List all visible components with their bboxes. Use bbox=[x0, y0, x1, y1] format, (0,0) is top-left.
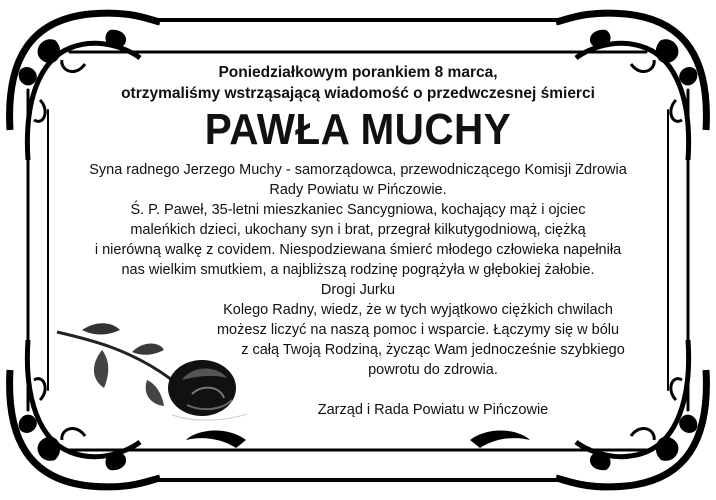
body-line: nas wielkim smutkiem, a najbliższą rodzinę pogrążyła w głębokiej żałobie. bbox=[121, 262, 595, 278]
condolence-line: powrotu do zdrowia. bbox=[368, 362, 498, 378]
notice-text bbox=[60, 62, 656, 420]
greeting: Drogi Jurku bbox=[320, 282, 396, 298]
body-line: maleńkich dzieci, ukochany syn i brat, przegrał kilkutygodniową, ciężką bbox=[130, 222, 586, 238]
condolence-line: z całą Twoją Rodziną, życząc Wam jednocześnie szybkiego bbox=[241, 342, 625, 358]
intro bbox=[60, 62, 656, 104]
body-line: i nierówną walkę z covidem. Niespodziewana śmierć młodego człowieka napełniła bbox=[94, 242, 622, 258]
notice-body bbox=[60, 160, 656, 380]
body-line: Rady Powiatu w Pińczowie. bbox=[269, 182, 447, 198]
intro-line-2: otrzymaliśmy wstrząsającą wiadomość o przedwczesnej śmierci bbox=[121, 85, 595, 102]
body-line: Syna radnego Jerzego Muchy - samorządowca, przewodniczącego Komisji Zdrowia bbox=[89, 162, 627, 178]
intro-line-1: Poniedziałkowym porankiem 8 marca, bbox=[218, 64, 498, 81]
condolence-line: możesz liczyć na naszą pomoc i wsparcie. Łączymy się w bólu bbox=[216, 322, 620, 338]
condolence-line: Kolego Radny, wiedz, że w tych wyjątkowo ciężkich chwilach bbox=[223, 302, 613, 318]
body-line: Ś. P. Paweł, 35-letni mieszkaniec Sancygniowa, kochający mąż i ojciec bbox=[130, 202, 586, 218]
deceased-name: PAWŁA MUCHY bbox=[204, 105, 512, 154]
signature: Zarząd i Rada Powiatu w Pińczowie bbox=[317, 402, 549, 418]
